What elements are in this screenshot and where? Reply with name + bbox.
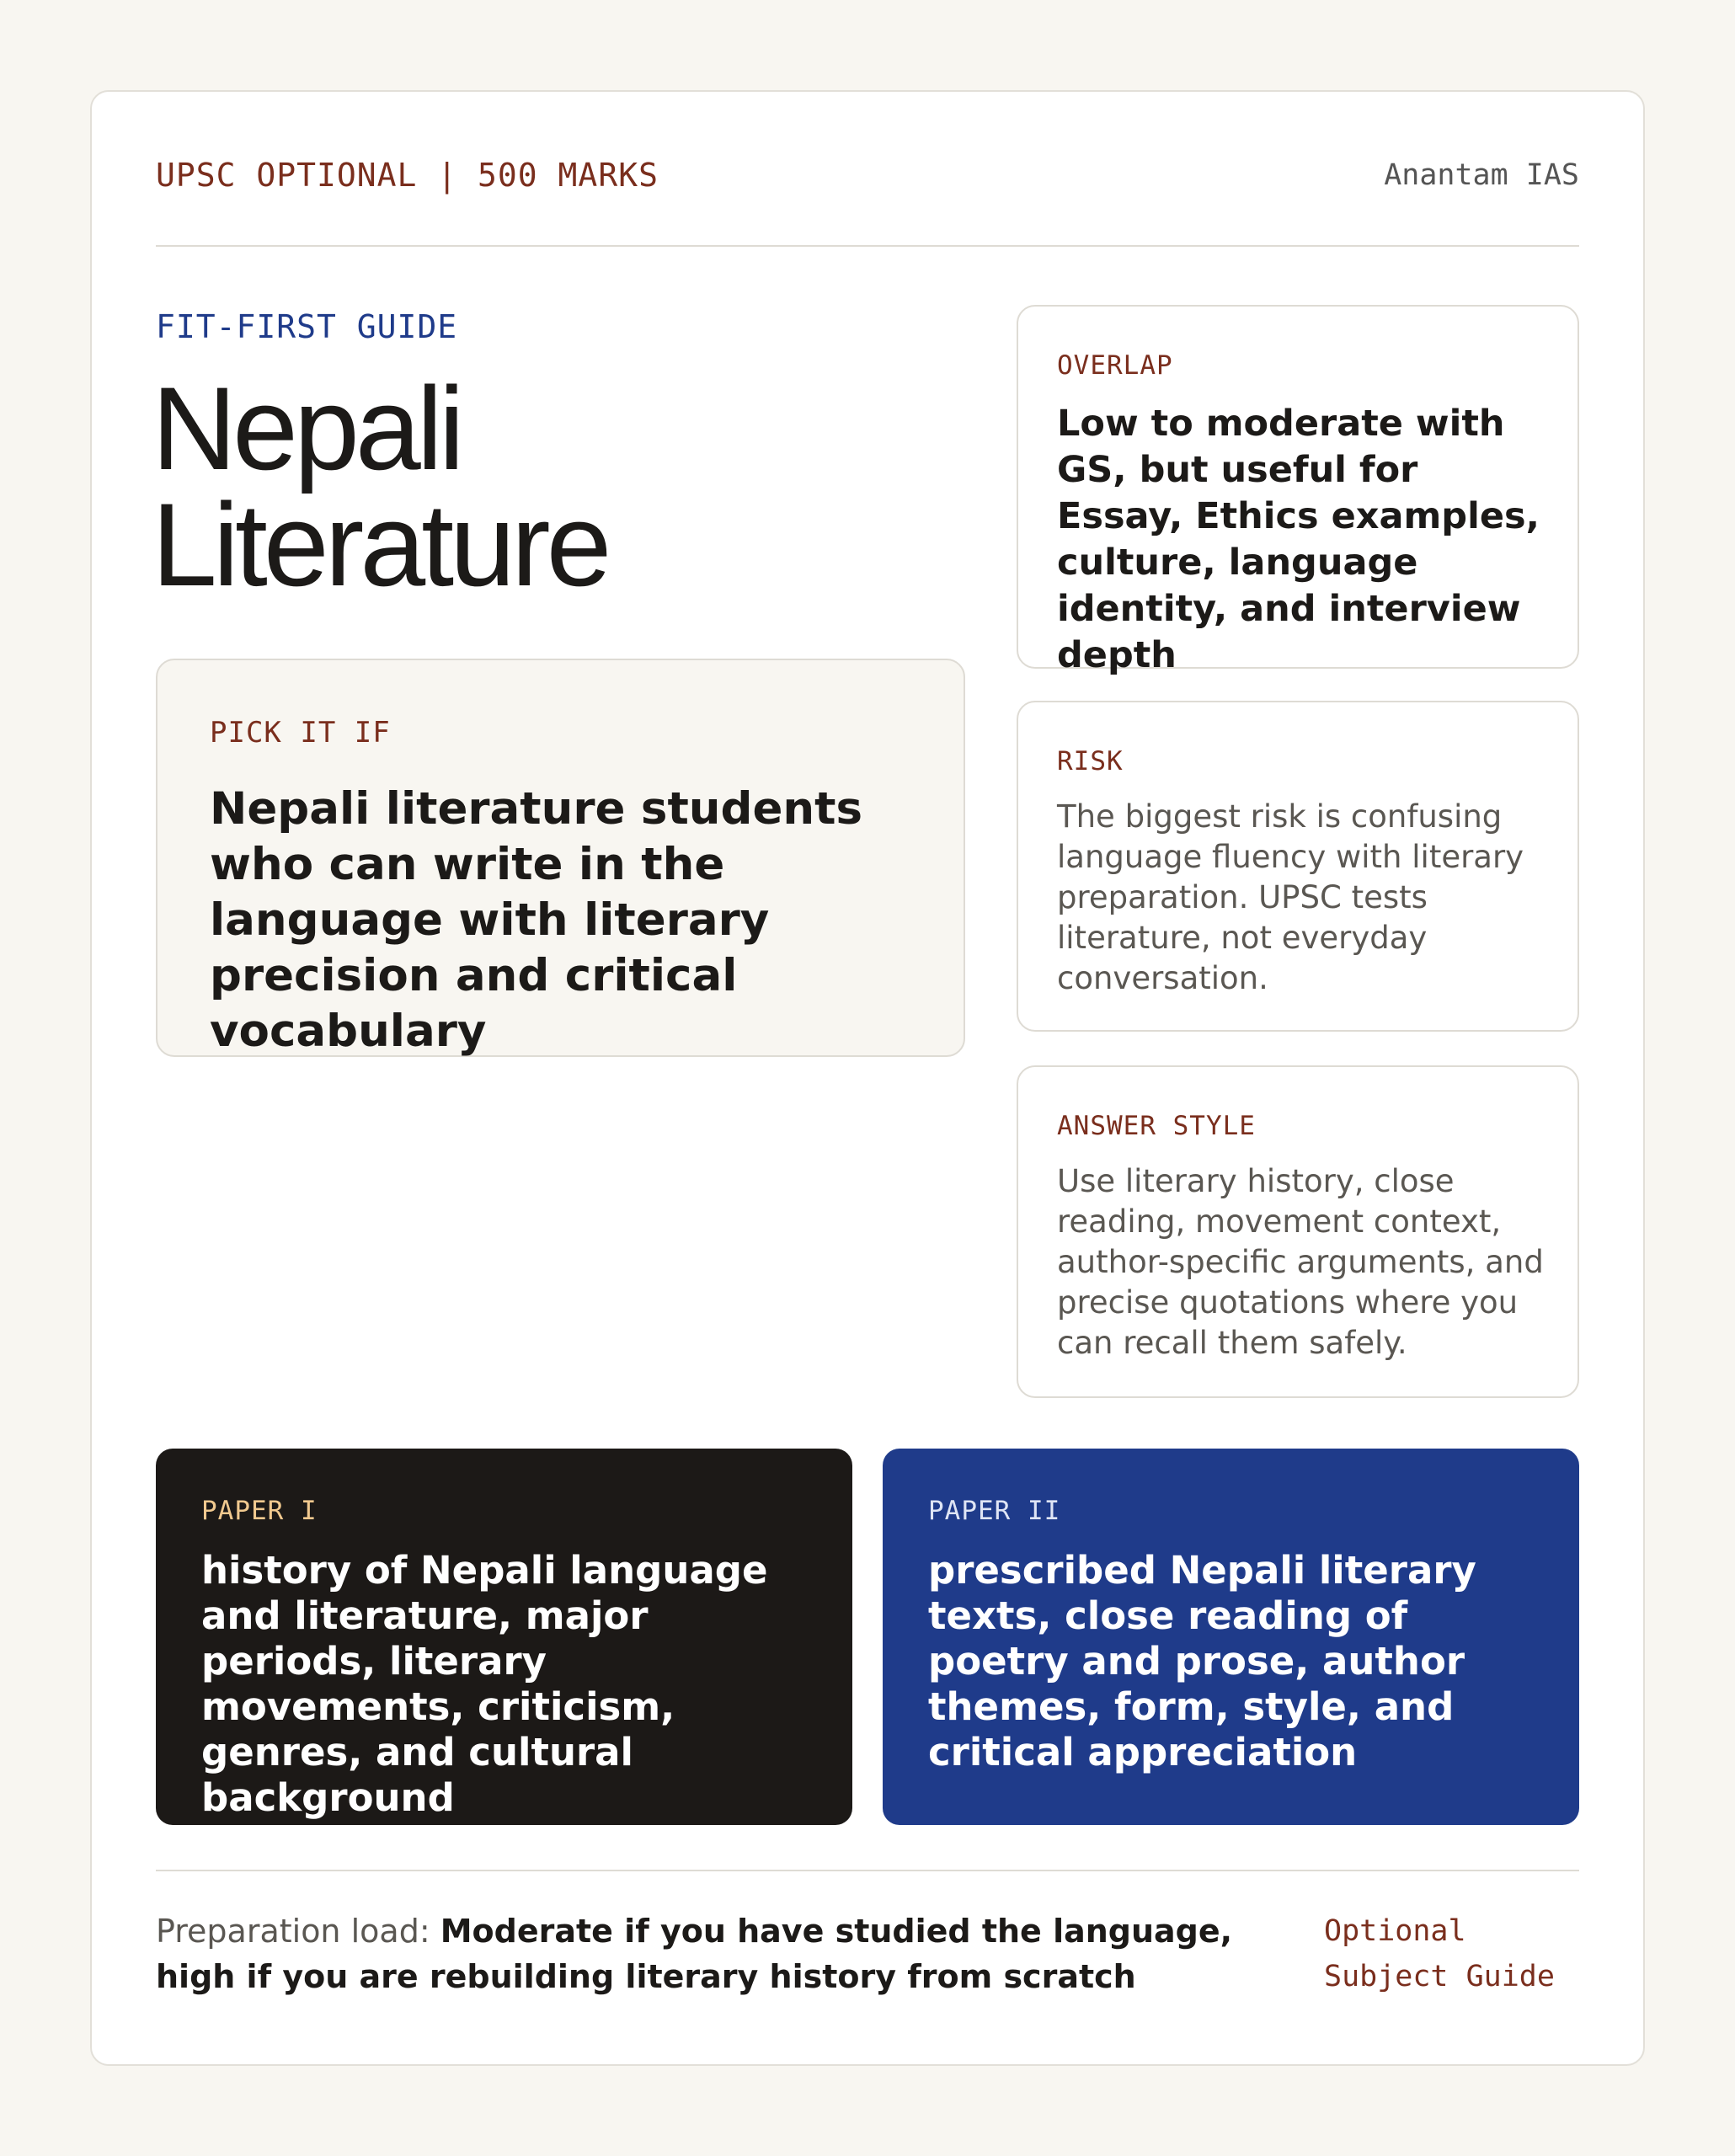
risk-text: The biggest risk is confusing language fluency with literary preparation. UPSC tests literature, not everyday conversation. (1057, 798, 1524, 996)
paper-2-panel (883, 1449, 1579, 1825)
risk-box (1017, 701, 1579, 1032)
answer-style-text: Use literary history, close reading, movement context, author-specific arguments, and precise quotations where you can recall them safely. (1057, 1163, 1544, 1361)
header-divider (156, 245, 1579, 247)
header-brand: Anantam IAS (1384, 158, 1579, 192)
risk-label: RISK (1057, 746, 1124, 776)
paper-1-label: PAPER I (201, 1496, 318, 1526)
guide-tag (1324, 1908, 1577, 1999)
paper-1-panel (156, 1449, 852, 1825)
preparation-load (156, 1908, 1293, 1999)
paper-2-label: PAPER II (928, 1496, 1061, 1526)
pick-text: Nepali literature students who can write in the language with literary precision and critical vocabulary (210, 783, 863, 1057)
title-line-1: Nepali (152, 362, 461, 494)
hero-eyebrow: FIT-FIRST GUIDE (156, 308, 458, 345)
overlap-label: OVERLAP (1057, 350, 1173, 381)
header-tag: UPSC OPTIONAL | 500 MARKS (156, 157, 659, 194)
overlap-box (1017, 305, 1579, 676)
title-line-2: Literature (152, 478, 608, 611)
answer-style-box (1017, 1065, 1579, 1398)
guide-tag-line-1: Optional (1324, 1914, 1466, 1948)
guide-tag-line-2: Subject Guide (1324, 1960, 1555, 1993)
overlap-text: Low to moderate with GS, but useful for Essay, Ethics examples, culture, language identity, and interview depth (1057, 403, 1540, 676)
pick-label: PICK IT IF (210, 716, 391, 750)
answer-style-label: ANSWER STYLE (1057, 1111, 1256, 1141)
preparation-load-value: Moderate if you have studied the language, high if you are rebuilding literary history from scratch (156, 1913, 1233, 1995)
page-title (152, 362, 994, 611)
footer-divider (156, 1870, 1579, 1871)
pick-it-if-box (156, 659, 965, 1057)
paper-2-text: prescribed Nepali literary texts, close reading of poetry and prose, author themes, form, style, and critical appreciation (928, 1548, 1476, 1774)
preparation-load-label: Preparation load: (156, 1913, 430, 1950)
paper-1-text: history of Nepali language and literature, major periods, literary movements, criticism, genres, and cultural background (201, 1548, 768, 1820)
